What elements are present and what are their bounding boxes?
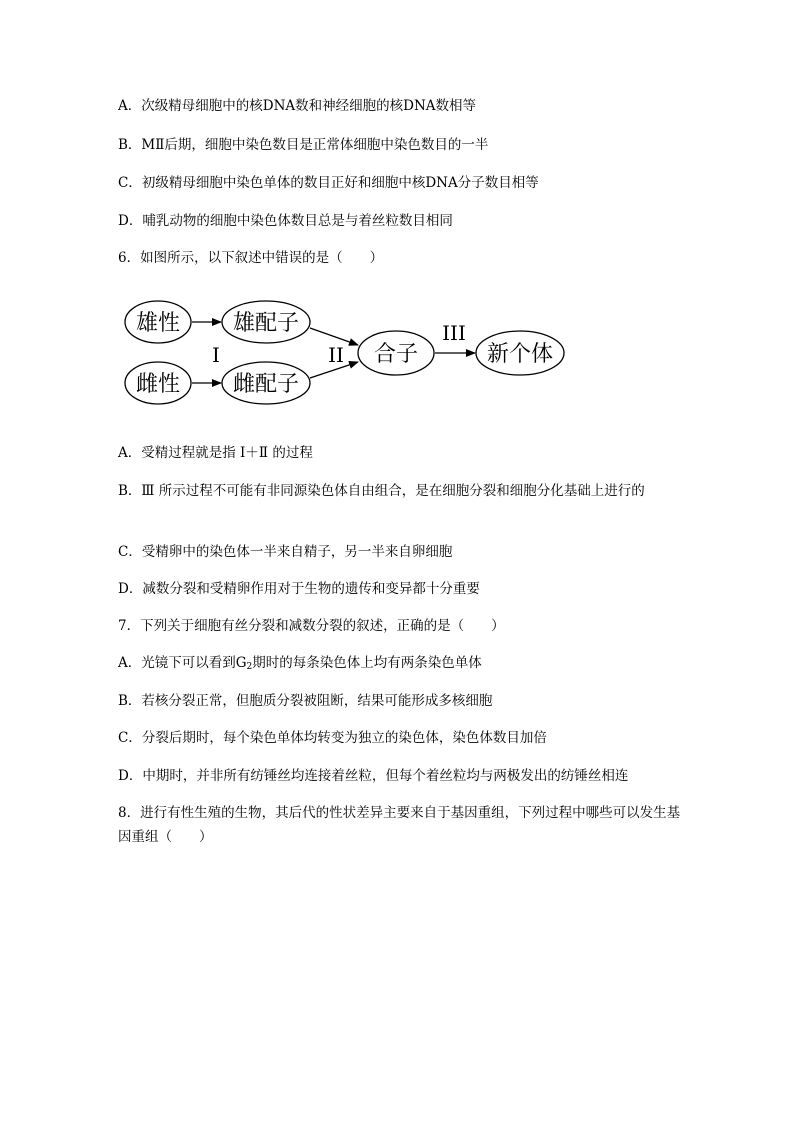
q5-option-c: C．初级精母细胞中染色单体的数目正好和细胞中核DNA分子数目相等: [118, 175, 539, 191]
q5-option-a: A．次级精母细胞中的核DNA数和神经细胞的核DNA数相等: [118, 98, 477, 114]
male-gamete-label: 雄配子: [232, 311, 300, 336]
new-individual-label: 新个体: [486, 342, 554, 367]
q7-option-a-post: 期时的每条染色体上均有两条染色单体: [252, 655, 482, 671]
zygote-label: 合子: [373, 342, 419, 367]
fertilization-diagram: [118, 286, 578, 416]
stage-label-1: I: [212, 343, 220, 367]
female-label: 雌性: [135, 372, 181, 397]
q7-option-d: D．中期时，并非所有纺锤丝均连接着丝粒，但每个着丝粒均与两极发出的纺锤丝相连: [118, 768, 629, 784]
q5-option-b: B．MⅡ后期，细胞中染色数目是正常体细胞中染色数目的一半: [118, 137, 489, 153]
q7-option-a: [118, 651, 688, 679]
q7-option-a-sub: 2: [246, 662, 253, 672]
stage-label-2: II: [328, 343, 344, 367]
q7-stem: 7．下列关于细胞有丝分裂和减数分裂的叙述，正确的是（ ）: [118, 618, 505, 634]
q7-option-c: C．分裂后期时，每个染色单体均转变为独立的染色体，染色体数目加倍: [118, 730, 547, 746]
q6-option-a: A．受精过程就是指 Ⅰ＋Ⅱ 的过程: [118, 445, 313, 461]
female-gamete-label: 雌配子: [232, 372, 300, 397]
q6-option-b: B．Ⅲ 所示过程不可能有非同源染色体自由组合，是在细胞分裂和细胞分化基础上进行的: [118, 483, 645, 499]
stage-label-3: III: [442, 321, 466, 345]
q5-option-d: D．哺乳动物的细胞中染色体数目总是与着丝粒数目相同: [118, 213, 453, 229]
q6-stem: 6．如图所示，以下叙述中错误的是（ ）: [118, 250, 384, 266]
q7-option-b: B．若核分裂正常，但胞质分裂被阻断，结果可能形成多核细胞: [118, 693, 493, 709]
q7-option-a-pre: A．光镜下可以看到G: [118, 655, 247, 671]
male-label: 雄性: [135, 311, 181, 336]
q8-stem: 8．进行有性生殖的生物，其后代的性状差异主要来自于基因重组，下列过程中哪些可以发生基因重组（ ）: [118, 805, 681, 845]
q6-option-d: D．减数分裂和受精卵作用对于生物的遗传和变异都十分重要: [118, 581, 480, 597]
q6-option-c: C．受精卵中的染色体一半来自精子，另一半来自卵细胞: [118, 544, 453, 560]
